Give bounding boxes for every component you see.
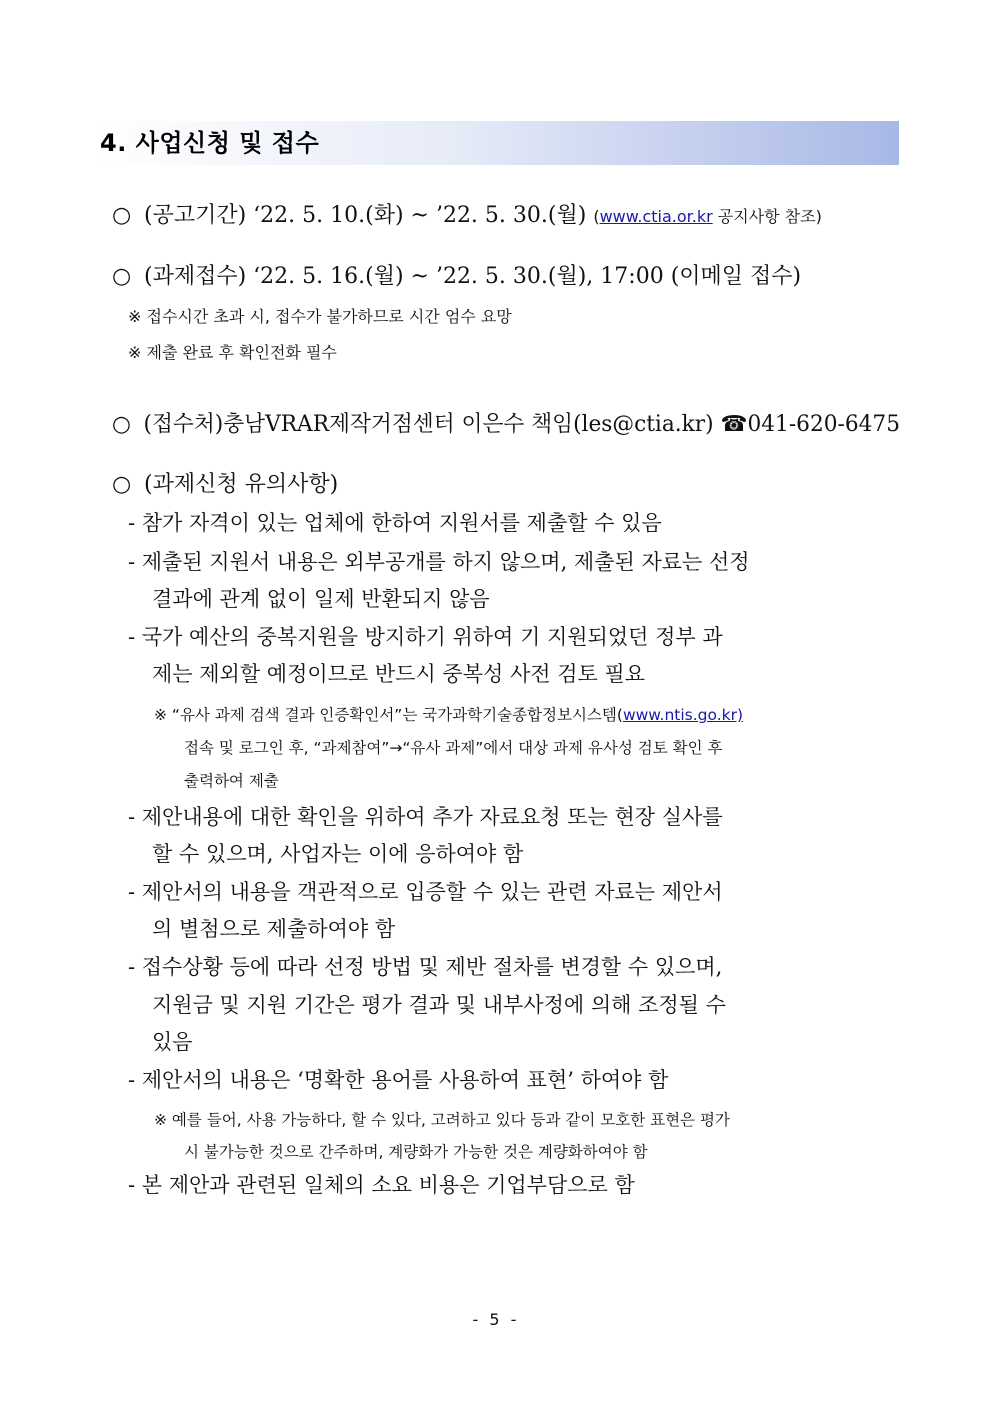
- notice-line: 할 수 있으며, 사업자는 이에 응하여야 함: [152, 842, 524, 866]
- contact-text: (접수처)충남VRAR제작거점센터 이은수 책임(les@ctia.kr) ☎041-620-6475: [143, 412, 900, 437]
- notice-line: 지원금 및 지원 기간은 평가 결과 및 내부사정에 의해 조정될 수: [152, 993, 726, 1017]
- notice-line: - 제안서의 내용은 ‘명확한 용어를 사용하여 표현’ 하여야 함: [128, 1068, 669, 1092]
- notice-line: 결과에 관계 없이 일제 반환되지 않음: [152, 587, 490, 611]
- announce-text: (공고기간) ‘22. 5. 10.(화) ~ ’22. 5. 30.(월): [144, 203, 587, 228]
- page-number: - 5 -: [472, 1310, 520, 1329]
- submit-text: (과제접수) ‘22. 5. 16.(월) ~ ’22. 5. 30.(월), 17:00 (이메일 접수): [144, 264, 802, 289]
- notice-note: 접속 및 로그인 후, “과제참여”→“유사 과제”에서 대상 과제 유사성 검토 확인 후: [184, 739, 723, 757]
- notice-item: [112, 470, 338, 500]
- notice-line: 있음: [152, 1030, 193, 1054]
- notice-line: - 접수상황 등에 따라 선정 방법 및 제반 절차를 변경할 수 있으며,: [128, 955, 723, 979]
- notice-line: - 제안내용에 대한 확인을 위하여 추가 자료요청 또는 현장 실사를: [128, 805, 723, 829]
- contact-item: [112, 410, 900, 440]
- announce-item: [112, 201, 822, 232]
- notice-heading: (과제신청 유의사항): [144, 472, 339, 497]
- notice-line: - 국가 예산의 중복지원을 방지하기 위하여 기 지원되었던 정부 과: [128, 625, 723, 649]
- notice-line: 제는 제외할 예정이므로 반드시 중복성 사전 검토 필요: [152, 662, 646, 686]
- submit-note: ※ 접수시간 초과 시, 접수가 불가하므로 시간 엄수 요망: [128, 307, 512, 326]
- announce-link-open: (: [593, 207, 600, 226]
- notice-note-text: ※ “유사 과제 검색 결과 인증확인서”는 국가과학기술종합정보시스템(: [154, 706, 623, 724]
- bullet-circle: ○: [112, 472, 132, 497]
- notice-line: - 제안서의 내용을 객관적으로 입증할 수 있는 관련 자료는 제안서: [128, 880, 723, 904]
- notice-note: 시 불가능한 것으로 간주하며, 계량화가 가능한 것은 계량화하여야 함: [184, 1143, 648, 1161]
- notice-note: ※ 예를 들어, 사용 가능하다, 할 수 있다, 고려하고 있다 등과 같이 모호한 표현은 평가: [154, 1111, 730, 1129]
- notice-note: 출력하여 제출: [184, 772, 279, 790]
- bullet-circle: ○: [112, 203, 132, 228]
- announce-after-link: 공지사항 참조): [712, 207, 822, 226]
- notice-note: [154, 703, 743, 727]
- notice-line: - 제출된 지원서 내용은 외부공개를 하지 않으며, 제출된 자료는 선정: [128, 550, 750, 574]
- notice-line: - 참가 자격이 있는 업체에 한하여 지원서를 제출할 수 있음: [128, 511, 662, 535]
- section-title: 4. 사업신청 및 접수: [100, 129, 320, 157]
- submit-note: ※ 제출 완료 후 확인전화 필수: [128, 343, 337, 362]
- notice-line: 의 별첨으로 제출하여야 함: [152, 917, 396, 941]
- ctia-link[interactable]: www.ctia.or.kr: [599, 207, 713, 226]
- ntis-link[interactable]: www.ntis.go.kr): [622, 706, 744, 724]
- bullet-circle: ○: [112, 264, 132, 289]
- submit-item: [112, 262, 801, 292]
- notice-line: - 본 제안과 관련된 일체의 소요 비용은 기업부담으로 함: [128, 1173, 635, 1197]
- bullet-circle: ○: [112, 412, 131, 437]
